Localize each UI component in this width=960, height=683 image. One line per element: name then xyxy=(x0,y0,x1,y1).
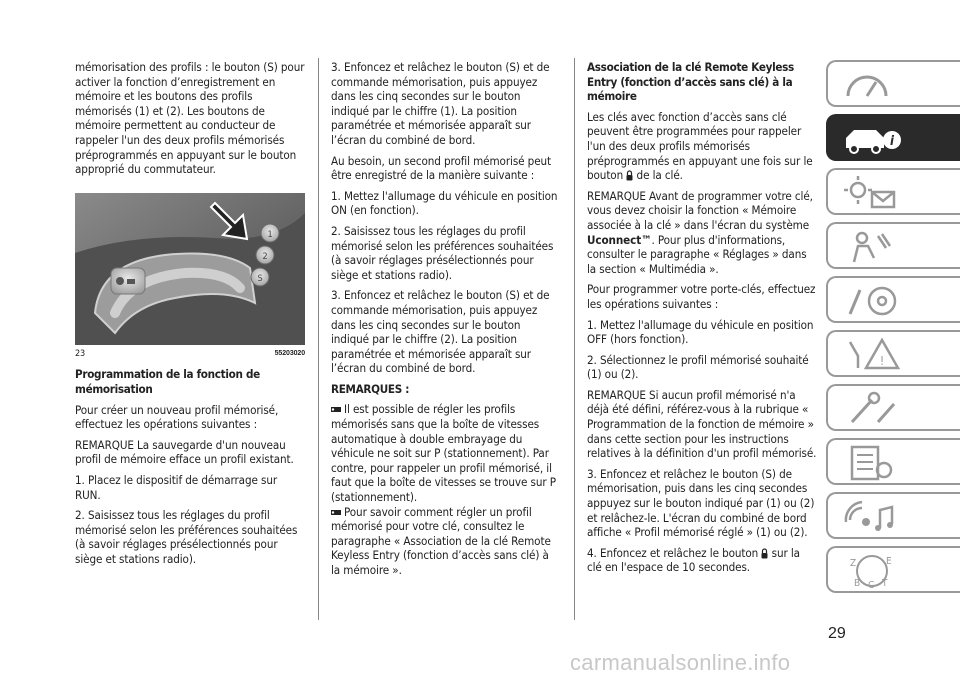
multimedia-music-icon xyxy=(842,498,902,536)
col1-step2: 2. Saisissez tous les réglages du profil mémorisé selon les préférences souhaitées (à savoir réglages présélectionnés pour siège et stations radio). xyxy=(75,508,298,566)
page-number: 29 xyxy=(828,625,846,642)
svg-text:!: ! xyxy=(879,354,885,368)
svg-text:E: E xyxy=(886,556,892,567)
column-divider xyxy=(574,58,575,620)
figure-caption xyxy=(75,347,305,362)
tab-index[interactable] xyxy=(826,546,960,593)
tools-icon xyxy=(842,390,902,428)
figure-number: 23 xyxy=(75,348,86,359)
col3-p1: Les clés avec fonction d’accès sans clé peuvent être programmées pour rappeler l'un des deux profils mémorisés préprogrammés en appuyant une fois sur le bouton de la clé. xyxy=(587,109,813,183)
column-2 xyxy=(331,60,561,584)
col3-s1: 1. Mettez l'allumage du véhicule en position OFF (hors fonction). xyxy=(587,317,814,347)
col2-s3: 3. Enfoncez et relâchez le bouton (S) et de commande mémorisation, puis appuyez dans les cinq secondes sur le bouton indiqué par le chiffre (2). La position paramétrée et mémorisée apparaît sur l’écran du combiné de bord. xyxy=(331,288,550,376)
col2-step3: 3. Enfoncez et relâchez le bouton (S) et de commande mémorisation, puis appuyez dans les cinq secondes sur le bouton indiqué par le chiffre (1). La position paramétrée et mémorisée apparaît sur l’écran du combiné de bord. xyxy=(331,60,550,147)
car-info-icon xyxy=(842,120,902,158)
column-1 xyxy=(75,60,305,572)
col3-s2: 2. Sélectionnez le profil mémorisé souhaité (1) ou (2). xyxy=(587,352,809,382)
key-lock-icon xyxy=(626,170,633,181)
svg-text:Z: Z xyxy=(850,558,857,569)
tab-maintenance[interactable] xyxy=(826,384,960,431)
column-3 xyxy=(587,60,817,581)
spec-list-icon xyxy=(842,444,902,482)
tab-car-info[interactable] xyxy=(826,114,960,161)
col1-heading: Programmation de la fonction de mémorisation xyxy=(75,367,260,396)
col3-p2: REMARQUE Avant de programmer votre clé, vous devez choisir la fonction « Mémoire associée à la clé » dans l'écran du système Uconnect™. Pour plus d'informations, consulter le paragraphe « Réglages » dans la section « Multimédia ». xyxy=(587,188,813,276)
tab-lights-mail[interactable] xyxy=(826,168,960,215)
watermark: carmanualsonline.info xyxy=(570,650,791,675)
tab-safety[interactable] xyxy=(826,222,960,269)
col3-p3: Pour programmer votre porte-clés, effectuez les opérations suivantes : xyxy=(587,282,816,311)
col2-s1: 1. Mettez l'allumage du véhicule en position ON (en fonction). xyxy=(331,188,558,218)
col3-s3: 3. Enfoncez et relâchez le bouton (S) de mémorisation, puis dans les cinq secondes appuyez sur le bouton indiqué par (1) ou (2) et relâchez-le. L'écran du combiné de bord affiche « Profil mémorisé réglé » (1) ou (2). xyxy=(587,466,815,540)
remarks-heading: REMARQUES : xyxy=(331,381,410,396)
key-bullet-icon xyxy=(331,405,341,414)
index-letters-icon xyxy=(842,552,902,590)
dashboard-icon xyxy=(842,66,892,104)
svg-text:C: C xyxy=(868,580,875,590)
col2-s2: 2. Saisissez tous les réglages du profil mémorisé selon les préférences souhaitées (à savoir réglages présélectionnés pour siège et stations radio). xyxy=(331,223,554,282)
tab-specifications[interactable] xyxy=(826,438,960,485)
key-bullet-icon xyxy=(331,508,341,517)
col3-p4: REMARQUE Si aucun profil mémorisé n'a déjà été défini, référez-vous à la rubrique « Programmation de la fonction de mémoire » dans cette section pour les instructions relatives à la définition d'un profil mémorisé. xyxy=(587,387,817,461)
figure-id: 55203020 xyxy=(274,349,305,357)
memory-switch-photo xyxy=(75,193,305,345)
remark-2: Pour savoir comment régler un profil mémorisé pour votre clé, consultez le paragraphe « Association de la clé Remote Keyless Entry (fonction d’accès sans clé) à la mémoire ». xyxy=(331,504,551,577)
col1-p1: Pour créer un nouveau profil mémorisé, effectuez les opérations suivantes : xyxy=(75,402,279,432)
col1-intro: mémorisation des profils : le bouton (S) pour activer la fonction d’enregistrement en mémoire et les boutons des profils mémorisés (1) et (2). Les boutons de mémoire permettent au conducteur de rappeler l'un des deux profils mémorisés préprogrammés en appuyant sur le bouton approprié du commutateur. xyxy=(75,60,305,177)
remark-1: Il est possible de régler les profils mémorisés sans que la boîte de vitesses automatique à double embrayage du véhicule ne soit sur P (stationnement). Par contre, pour rappeler un profil mémorisé, il faut que la boîte de vitesses se trouve sur P (stationnement). xyxy=(331,402,556,505)
lights-mail-icon xyxy=(842,174,902,212)
warning-triangle-icon xyxy=(842,336,902,374)
col3-heading: Association de la clé Remote Keyless Entry (fonction d’accès sans clé) à la mémoire xyxy=(587,60,794,104)
svg-text:2: 2 xyxy=(262,251,268,262)
key-lock-icon xyxy=(761,548,768,559)
svg-text:1: 1 xyxy=(267,229,273,240)
tab-driving[interactable] xyxy=(826,276,960,323)
svg-text:i: i xyxy=(889,134,895,149)
tab-dashboard[interactable] xyxy=(826,60,960,107)
airbag-person-icon xyxy=(842,228,902,266)
door-memory-buttons-image xyxy=(75,193,305,345)
col2-second-profile: Au besoin, un second profil mémorisé peut être enregistré de la manière suivante : xyxy=(331,153,552,183)
col1-p2: REMARQUE La sauvegarde d'un nouveau profil de mémoire efface un profil existant. xyxy=(75,437,294,467)
svg-text:B: B xyxy=(854,578,861,589)
svg-text:T: T xyxy=(882,578,888,589)
tab-emergency[interactable] xyxy=(826,330,960,377)
column-divider xyxy=(318,58,319,620)
col1-step1: 1. Placez le dispositif de démarrage sur RUN. xyxy=(75,472,278,502)
tab-multimedia[interactable] xyxy=(826,492,960,539)
steering-wrench-icon xyxy=(842,282,902,320)
col3-s4: 4. Enfoncez et relâchez le bouton sur la clé en l'espace de 10 secondes. xyxy=(587,545,800,575)
svg-text:S: S xyxy=(257,273,263,284)
